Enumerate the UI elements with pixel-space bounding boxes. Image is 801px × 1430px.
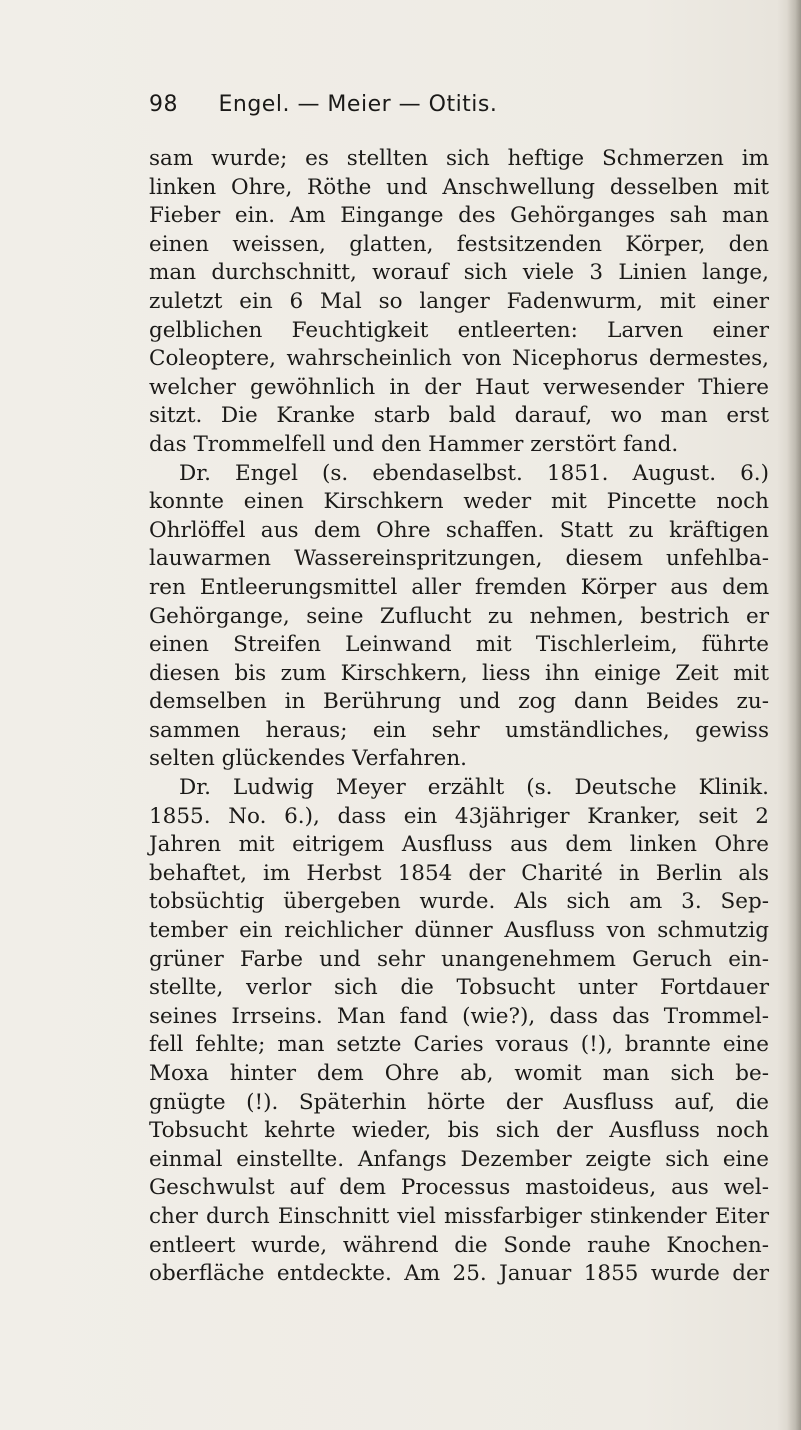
text-line: welcher gewöhnlich in der Haut verwesender Thiere <box>149 374 769 400</box>
text-line: konnte einen Kirschkern weder mit Pincette noch <box>149 489 769 515</box>
text-line: Gehörgange, seine Zuflucht zu nehmen, bestrich er <box>149 603 769 629</box>
running-head <box>149 92 709 132</box>
text-line: oberfläche entdeckte. Am 25. Januar 1855 wurde der <box>149 1261 769 1287</box>
text-line: entleert wurde, während die Sonde rauhe Knochen- <box>149 1232 769 1258</box>
text-line: Fieber ein. Am Eingange des Gehörganges sah man <box>149 203 769 229</box>
text-line: einen weissen, glatten, festsitzenden Körper, den <box>149 231 769 257</box>
text-line: einmal einstellte. Anfangs Dezember zeigte sich eine <box>149 1146 769 1172</box>
text-line: lauwarmen Wassereinspritzungen, diesem unfehlba- <box>149 546 769 572</box>
text-line: tobsüchtig übergeben wurde. Als sich am 3. Sep- <box>149 889 769 915</box>
text-line: seines Irrseins. Man fand (wie?), dass das Trommel- <box>149 1003 769 1029</box>
running-title: Engel. — Meier — Otitis. <box>218 92 498 117</box>
text-line: stellte, verlor sich die Tobsucht unter Fortdauer <box>149 975 769 1001</box>
text-line: Moxa hinter dem Ohre ab, womit man sich be- <box>149 1061 769 1086</box>
text-line: das Trommelfell und den Hammer zerstört fand. <box>149 431 679 457</box>
text-line: Tobsucht kehrte wieder, bis sich der Ausfluss noch <box>149 1118 769 1144</box>
text-line: einen Streifen Leinwand mit Tischlerleim, führte <box>149 632 769 658</box>
text-line: grüner Farbe und sehr unangenehmem Geruch ein- <box>149 946 769 972</box>
text-line: zuletzt ein 6 Mal so langer Fadenwurm, mit einer <box>149 288 769 314</box>
text-line: behaftet, im Herbst 1854 der Charité in Berlin als <box>149 860 769 886</box>
text-line: 1855. No. 6.), dass ein 43jähriger Kranker, seit 2 <box>149 803 769 829</box>
text-line: gnügte (!). Späterhin hörte der Ausfluss auf, die <box>149 1089 769 1115</box>
text-line: ren Entleerungsmittel aller fremden Körper aus dem <box>149 574 769 600</box>
page-edge-shadow <box>787 0 801 1430</box>
text-line: Dr. Engel (s. ebendaselbst. 1851. August. 6.) <box>179 460 769 486</box>
text-line: demselben in Berührung und zog dann Beides zu- <box>149 689 769 715</box>
text-line: selten glückendes Verfahren. <box>149 746 468 772</box>
text-line: Ohrlöffel aus dem Ohre schaffen. Statt zu kräftigen <box>149 517 769 543</box>
text-line: sam wurde; es stellten sich heftige Schmerzen im <box>149 146 769 171</box>
text-line: sammen heraus; ein sehr umständliches, gewiss <box>149 717 769 743</box>
text-line: diesen bis zum Kirschkern, liess ihn einige Zeit mit <box>149 660 769 686</box>
text-line: Jahren mit eitrigem Ausfluss aus dem linken Ohre <box>149 832 769 858</box>
text-line: cher durch Einschnitt viel missfarbiger stinkender Eiter <box>149 1203 769 1229</box>
text-line: man durchschnitt, worauf sich viele 3 Linien lange, <box>149 260 769 286</box>
text-line: Geschwulst auf dem Processus mastoideus, aus wel- <box>149 1175 769 1201</box>
text-line: Dr. Ludwig Meyer erzählt (s. Deutsche Klinik. <box>179 775 769 801</box>
text-line: linken Ohre, Röthe und Anschwellung desselben mit <box>149 174 769 200</box>
page-number: 98 <box>149 92 178 117</box>
text-line: Coleoptere, wahrscheinlich von Nicephorus dermestes, <box>149 346 769 372</box>
text-line: gelblichen Feuchtigkeit entleerten: Larven einer <box>149 317 769 343</box>
body-text <box>149 145 769 1289</box>
text-line: sitzt. Die Kranke starb bald darauf, wo man erst <box>149 403 769 429</box>
text-line: tember ein reichlicher dünner Ausfluss von schmutzig <box>149 918 769 944</box>
text-line: fell fehlte; man setzte Caries voraus (!), brannte eine <box>149 1032 769 1058</box>
